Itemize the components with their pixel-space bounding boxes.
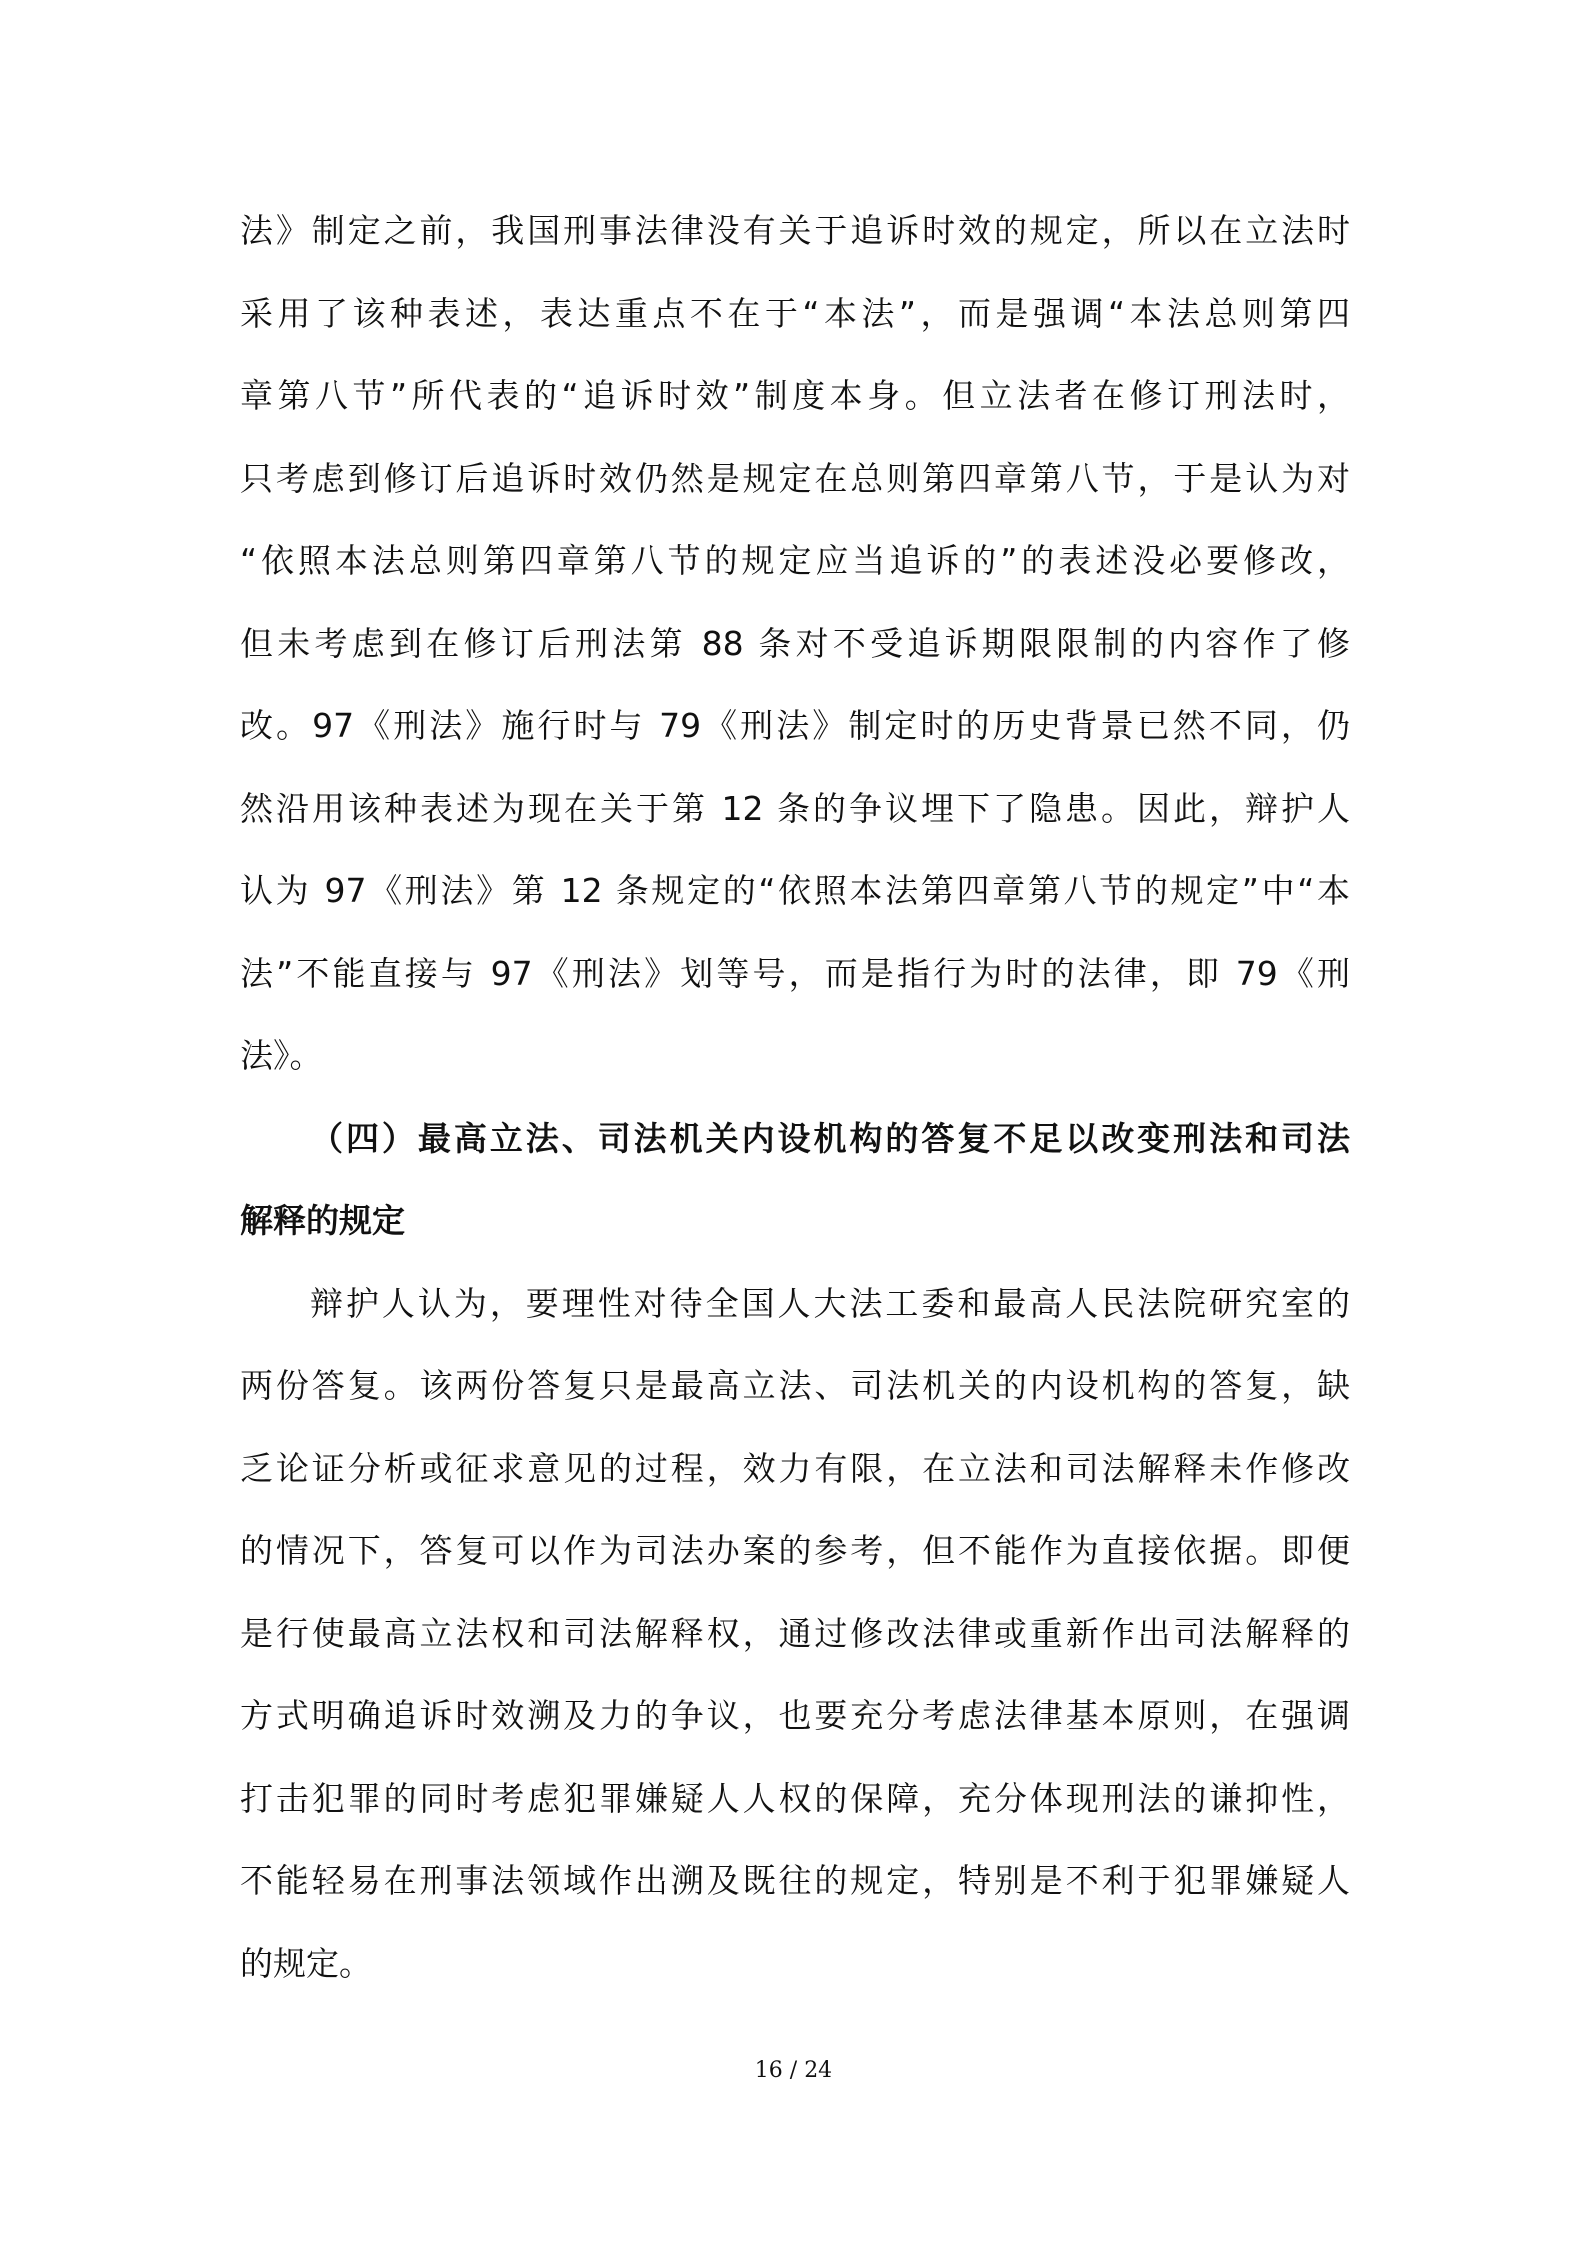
text-line: 法”不能直接与 97《刑法》划等号，而是指行为时的法律，即 79《刑 (240, 953, 1350, 993)
text-line: 然沿用该种表述为现在关于第 12 条的争议埋下了隐患。因此，辩护人 (240, 788, 1350, 828)
text-line: 采用了该种表述，表达重点不在于“本法”，而是强调“本法总则第四 (240, 293, 1350, 333)
text-line: 乏论证分析或征求意见的过程，效力有限，在立法和司法解释未作修改 (240, 1448, 1350, 1488)
text-line: 打击犯罪的同时考虑犯罪嫌疑人人权的保障，充分体现刑法的谦抑性， (240, 1778, 1350, 1818)
text-line: 是行使最高立法权和司法解释权，通过修改法律或重新作出司法解释的 (240, 1613, 1350, 1653)
text-line: 法》制定之前，我国刑事法律没有关于追诉时效的规定，所以在立法时 (240, 211, 1350, 250)
text-line: 的情况下，答复可以作为司法办案的参考，但不能作为直接依据。即便 (240, 1531, 1350, 1570)
text-line: 方式明确追诉时效溯及力的争议，也要充分考虑法律基本原则，在强调 (240, 1696, 1350, 1735)
text-line: “依照本法总则第四章第八节的规定应当追诉的”的表述没必要修改， (240, 541, 1350, 580)
section-heading-4 (240, 1098, 1350, 1263)
text-line: 的规定。 (240, 1943, 372, 1983)
text-line: 章第八节”所代表的“追诉时效”制度本身。但立法者在修订刑法时， (240, 376, 1350, 415)
text-line: 法》。 (240, 1036, 323, 1075)
text-line: 辩护人认为，要理性对待全国人大法工委和最高人民法院研究室的 (310, 1283, 1350, 1323)
heading-line: （四）最高立法、司法机关内设机构的答复不足以改变刑法和司法 (310, 1118, 1350, 1158)
text-line: 认为 97《刑法》第 12 条规定的“依照本法第四章第八节的规定”中“本 (240, 871, 1350, 910)
paragraph-defense-opinion (240, 1263, 1350, 2006)
text-line: 两份答复。该两份答复只是最高立法、司法机关的内设机构的答复，缺 (240, 1366, 1350, 1405)
text-line: 不能轻易在刑事法领域作出溯及既往的规定，特别是不利于犯罪嫌疑人 (240, 1861, 1350, 1900)
text-line: 只考虑到修订后追诉时效仍然是规定在总则第四章第八节，于是认为对 (240, 458, 1350, 498)
paragraph-statute-of-limitations (240, 190, 1350, 1098)
text-line: 改。97《刑法》施行时与 79《刑法》制定时的历史背景已然不同，仍 (240, 706, 1350, 745)
text-line: 但未考虑到在修订后刑法第 88 条对不受追诉期限限制的内容作了修 (240, 623, 1350, 663)
heading-line: 解释的规定 (240, 1201, 405, 1240)
page-number: 16 / 24 (754, 2058, 833, 2083)
document-body (240, 190, 1350, 2005)
